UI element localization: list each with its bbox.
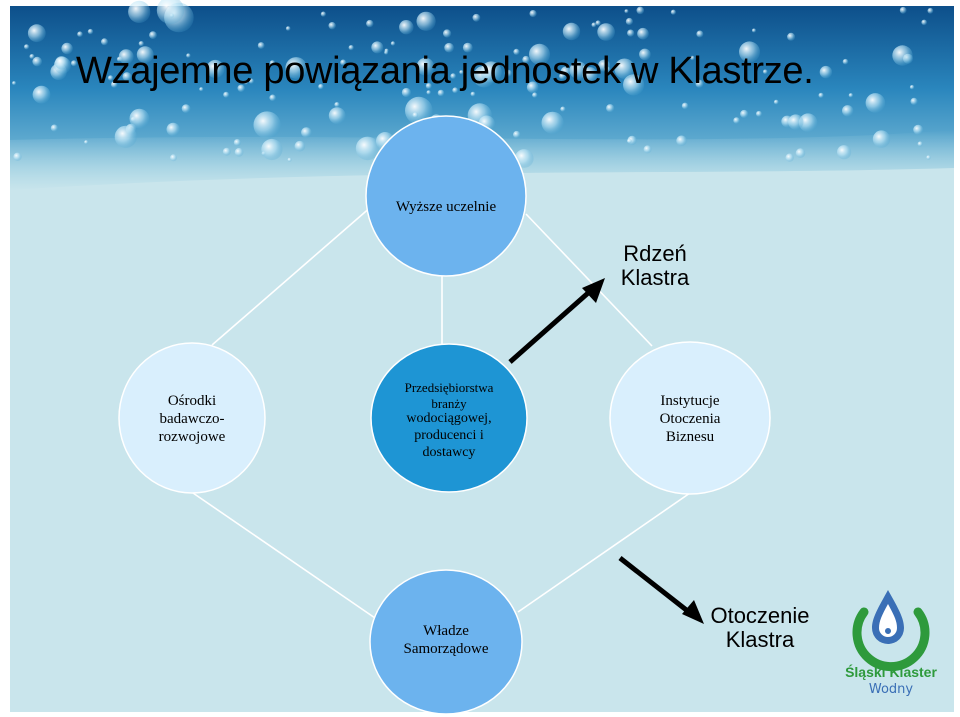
bubble xyxy=(644,145,652,153)
bubble xyxy=(254,111,281,138)
bubble xyxy=(842,105,853,116)
bubble xyxy=(167,123,180,136)
bubble xyxy=(928,8,934,14)
bubble xyxy=(24,44,29,49)
bubble xyxy=(391,41,395,45)
bubble xyxy=(696,31,703,38)
research-line-1: Ośrodki xyxy=(167,393,217,409)
bubble xyxy=(139,41,144,46)
bubble xyxy=(170,154,177,161)
bubble xyxy=(820,66,832,78)
business-line-1: Instytucje xyxy=(660,393,720,409)
bubble xyxy=(900,7,907,14)
core-line-1: Rdzeń xyxy=(623,241,687,266)
research-line-3: rozwojowe xyxy=(158,429,226,445)
bubble xyxy=(918,141,923,146)
bubble xyxy=(149,31,157,39)
bubble xyxy=(261,139,282,160)
bubble xyxy=(51,125,58,132)
universities-text: Wyższe uczelnie xyxy=(395,199,497,215)
bubble xyxy=(334,102,339,107)
bubble xyxy=(513,131,520,138)
bubble xyxy=(286,26,291,31)
bubble xyxy=(182,104,191,113)
bubble xyxy=(32,57,42,67)
bubble xyxy=(88,29,93,34)
bubble xyxy=(788,114,803,129)
bubble xyxy=(28,24,46,42)
node-universities xyxy=(366,116,526,276)
environment-label xyxy=(700,604,820,652)
bubble xyxy=(258,42,265,49)
bubble xyxy=(269,95,276,102)
bubble xyxy=(597,23,615,41)
bubble xyxy=(77,31,83,37)
bubble xyxy=(740,110,748,118)
enterprises-line-4: producenci i xyxy=(414,427,484,443)
node-enterprises-label xyxy=(379,380,519,462)
bubble xyxy=(366,20,373,27)
bubble xyxy=(926,155,930,159)
bubble xyxy=(910,85,914,89)
bubble xyxy=(288,158,292,162)
bubble xyxy=(627,139,632,144)
research-line-2: badawczo- xyxy=(159,411,225,427)
environment-line-2: Klastra xyxy=(725,627,795,653)
bubble xyxy=(627,29,634,36)
government-line-1: Władze xyxy=(423,623,469,639)
bubble xyxy=(911,98,918,105)
bubble xyxy=(530,10,537,17)
bubble xyxy=(671,10,676,15)
bubble xyxy=(676,136,687,147)
node-business-institutions-label xyxy=(620,392,760,446)
bubble xyxy=(866,93,886,113)
bubble xyxy=(12,81,16,85)
bubble xyxy=(913,125,923,135)
bubble xyxy=(443,29,451,37)
core-line-2: Klastra xyxy=(620,265,690,291)
enterprises-line-2: branży xyxy=(431,395,467,411)
bubble xyxy=(417,12,436,31)
bubble xyxy=(128,1,150,23)
bubble xyxy=(626,18,633,25)
bubble xyxy=(473,14,481,22)
bubble xyxy=(843,59,849,65)
bubble xyxy=(637,7,645,15)
bubble xyxy=(115,126,137,148)
bubble xyxy=(682,103,689,110)
bubble xyxy=(33,86,51,104)
bubble xyxy=(235,148,244,157)
bubble xyxy=(542,112,564,134)
core-label xyxy=(596,242,714,290)
bubble xyxy=(819,93,824,98)
bubble xyxy=(837,145,851,159)
bubble xyxy=(234,139,241,146)
enterprises-line-5: dostawcy xyxy=(422,444,476,460)
bubble xyxy=(563,23,580,40)
bubble xyxy=(921,20,927,26)
bubble xyxy=(606,104,614,112)
logo-name: Śląski Klaster xyxy=(845,664,937,680)
bubble xyxy=(873,130,890,147)
bubble xyxy=(733,117,740,124)
bubble xyxy=(625,9,629,13)
node-research-centers-label xyxy=(127,392,257,446)
environment-line-1: Otoczenie xyxy=(710,603,810,628)
bubble xyxy=(61,43,72,54)
enterprises-line-1: Przedsiębiorstwa xyxy=(404,380,494,395)
enterprises-line-3: wodociągowej, xyxy=(406,411,492,427)
bubble xyxy=(301,127,312,138)
bubble xyxy=(329,107,346,124)
bubble xyxy=(796,148,806,158)
business-line-2: Otoczenia xyxy=(659,411,721,427)
bubble xyxy=(321,12,326,17)
business-line-3: Biznesu xyxy=(665,429,715,445)
bubble xyxy=(774,100,779,105)
government-line-2: Samorządowe xyxy=(403,641,489,657)
bubble xyxy=(786,154,794,162)
bubble xyxy=(130,109,150,129)
bubble xyxy=(532,92,537,97)
bubble xyxy=(55,56,68,69)
bubble xyxy=(849,93,853,97)
bubble xyxy=(30,54,35,59)
bubble xyxy=(892,45,912,65)
bubble xyxy=(223,148,231,156)
bubble xyxy=(13,153,21,161)
bubble xyxy=(295,141,306,152)
bubble xyxy=(101,38,108,45)
bubble xyxy=(756,111,762,117)
bubble xyxy=(752,29,756,33)
bubble xyxy=(637,28,649,40)
bubble xyxy=(413,112,419,118)
bubble xyxy=(84,140,88,144)
logo-subtitle: Wodny xyxy=(868,682,914,697)
bubble xyxy=(329,22,336,29)
bubble xyxy=(560,107,565,112)
node-universities-label xyxy=(376,198,516,216)
bubble xyxy=(592,23,597,28)
slide-title: Wzajemne powiązania jednostek w Klastrze. xyxy=(76,50,814,92)
bubble xyxy=(399,20,413,34)
bubble xyxy=(787,33,795,41)
node-local-government-label xyxy=(376,622,516,658)
